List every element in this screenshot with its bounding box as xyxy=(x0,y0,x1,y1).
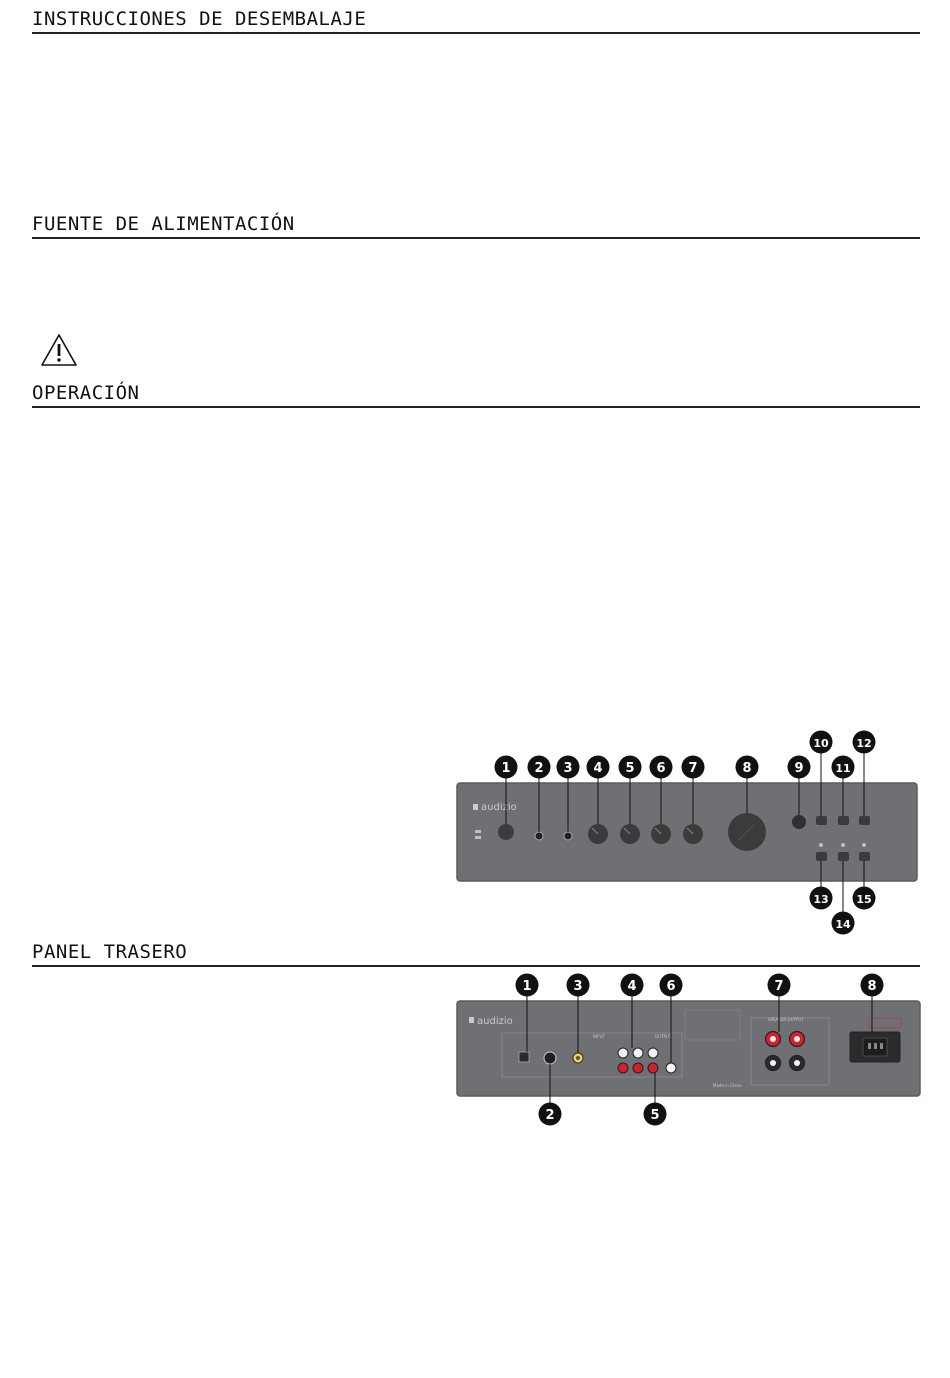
front-callout-10: 10 xyxy=(813,737,829,750)
rear-panel-illustration xyxy=(455,970,922,1130)
rear-callout-3: 3 xyxy=(573,979,583,994)
heading-rear-panel: PANEL TRASERO xyxy=(32,941,920,967)
front-panel-illustration xyxy=(455,726,920,938)
rear-output-label: OUTPUT xyxy=(655,1034,672,1039)
rear-callout-4: 4 xyxy=(627,979,637,994)
rear-callout-1: 1 xyxy=(522,979,532,994)
front-callout-15: 15 xyxy=(856,893,872,906)
rear-callout-6: 6 xyxy=(666,979,676,994)
front-brand: audizio xyxy=(481,802,517,813)
front-callout-12: 12 xyxy=(856,737,872,750)
front-callout-3: 3 xyxy=(563,761,573,776)
heading-unpacking: INSTRUCCIONES DE DESEMBALAJE xyxy=(32,8,920,34)
rear-input-label: INPUT xyxy=(593,1034,605,1039)
front-callout-1: 1 xyxy=(501,761,511,776)
rear-brand: audizio xyxy=(477,1016,513,1027)
front-callout-2: 2 xyxy=(534,761,544,776)
front-jack-3 xyxy=(564,832,572,840)
front-sensor-9 xyxy=(792,815,806,829)
rear-callout-5: 5 xyxy=(650,1108,660,1123)
front-jack-2 xyxy=(535,832,543,840)
rear-speaker-output-label: SPEAKER OUTPUT xyxy=(768,1017,804,1022)
front-callout-5: 5 xyxy=(625,761,635,776)
rear-callout-7: 7 xyxy=(774,979,784,994)
front-callout-6: 6 xyxy=(656,761,666,776)
rear-optical-1 xyxy=(519,1052,529,1062)
front-callout-11: 11 xyxy=(835,762,851,775)
front-callout-9: 9 xyxy=(794,761,804,776)
heading-power: FUENTE DE ALIMENTACIÓN xyxy=(32,213,920,239)
rear-made-in: Made in China xyxy=(713,1083,742,1088)
rear-callout-2: 2 xyxy=(545,1108,555,1123)
rear-callout-8: 8 xyxy=(867,979,877,994)
front-callout-14: 14 xyxy=(835,918,851,931)
front-callout-7: 7 xyxy=(688,761,698,776)
front-callout-8: 8 xyxy=(742,761,752,776)
warning-triangle-icon xyxy=(40,333,78,367)
rear-coax-2 xyxy=(544,1052,556,1064)
front-callout-4: 4 xyxy=(593,761,603,776)
front-knob-1 xyxy=(498,824,514,840)
heading-operation: OPERACIÓN xyxy=(32,382,920,408)
front-callout-13: 13 xyxy=(813,893,829,906)
